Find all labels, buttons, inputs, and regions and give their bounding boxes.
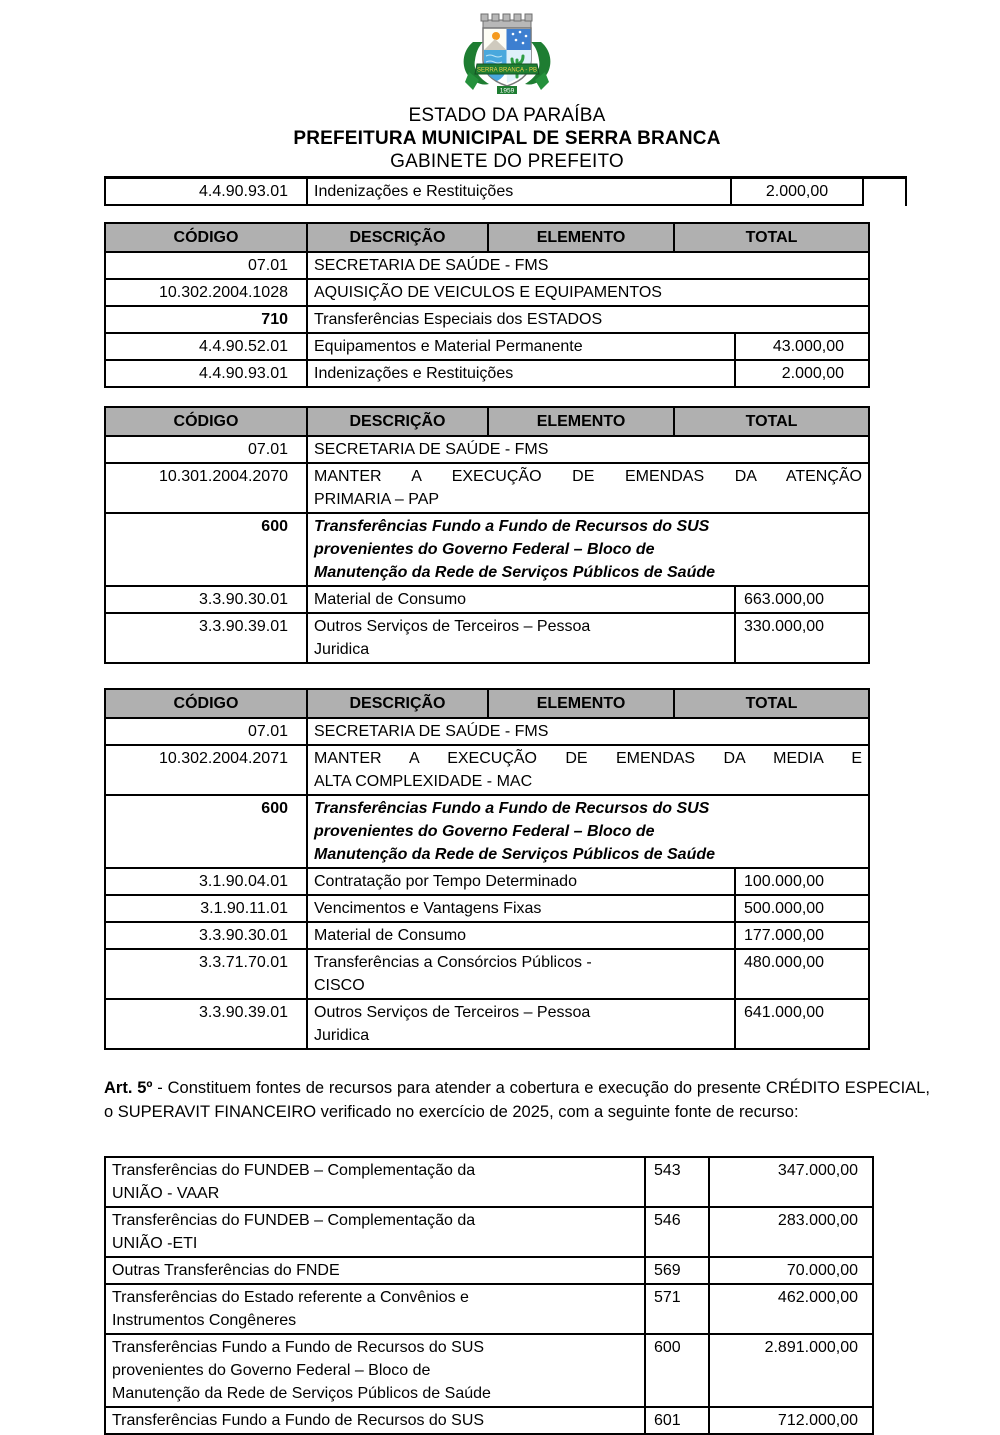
table-row [106,894,868,921]
table-row [106,1206,872,1256]
table-row [106,717,868,744]
total-cell: 712.000,00 [708,1408,872,1433]
total-cell: 2.000,00 [734,361,868,386]
total-cell: 2.891.000,00 [708,1335,872,1406]
description-cell [106,1158,644,1206]
code-cell: 3.3.90.30.01 [199,591,288,608]
description-cell: SECRETARIA DE SAÚDE - FMS [306,253,868,278]
description-line: Instrumentos Congêneres [112,1312,297,1329]
header-codigo: CÓDIGO [173,413,239,430]
table-row [104,179,864,206]
code-cell: 710 [261,311,288,328]
article-5-paragraph [104,1076,930,1124]
source-code-cell: 546 [644,1208,708,1256]
description-line: provenientes do Governo Federal – Bloco de [314,823,655,840]
description-line: Manutenção da Rede de Serviços Públicos de Saúde [314,564,716,581]
table-row [106,359,868,386]
description-line: Transferências do FUNDEB – Complementação da [112,1212,476,1229]
total-cell: 347.000,00 [708,1158,872,1206]
code-cell: 10.301.2004.2070 [158,468,288,485]
description-line: Juridica [314,641,370,658]
crest-year-scroll [497,86,517,95]
source-code-cell: 543 [644,1158,708,1206]
article-5-label: Art. 5º [104,1079,153,1097]
table-row [106,948,868,998]
table-row [106,251,868,278]
header-total: TOTAL [673,408,868,435]
quarter-sun-mountain [484,29,507,50]
table-row [106,278,868,305]
code-cell: 3.1.90.04.01 [199,873,288,890]
description-cell: SECRETARIA DE SAÚDE - FMS [306,719,868,744]
description-cell: AQUISIÇÃO DE VEICULOS E EQUIPAMENTOS [306,280,868,305]
crest-banner-text: SERRA BRANCA - PB [476,67,538,74]
header-codigo: CÓDIGO [173,229,239,246]
description-line: Transferências Fundo a Fundo de Recursos do SUS [314,518,710,535]
description-line: provenientes do Governo Federal – Bloco de [314,541,655,558]
description-cell [306,746,868,794]
table-header-row [106,224,868,251]
table-row [106,998,868,1048]
description-cell [306,514,868,585]
description-line: Outras Transferências do FNDE [112,1262,340,1279]
description-cell: Vencimentos e Vantagens Fixas [306,896,734,921]
table-row [106,1406,872,1433]
header-elemento: ELEMENTO [487,408,673,435]
description-line: Manutenção da Rede de Serviços Públicos de Saúde [314,846,716,863]
total-cell: 462.000,00 [708,1285,872,1333]
quarter-stars [507,29,531,50]
code-cell: 4.4.90.93.01 [199,365,288,382]
table-row [106,305,868,332]
description-line: Transferências Fundo a Fundo de Recursos do SUS [314,800,710,817]
funding-sources-table [104,1156,874,1435]
code-cell: 3.3.71.70.01 [199,954,288,971]
table-row [106,1333,872,1406]
description-line: PRIMARIA – PAP [314,491,440,508]
code-cell: 4.4.90.93.01 [199,183,288,200]
description-cell [106,1258,644,1283]
description-line: Outros Serviços de Terceiros – Pessoa [314,618,591,635]
description-line: Manutenção da Rede de Serviços Públicos de Saúde [112,1385,491,1402]
description-cell: Material de Consumo [306,587,734,612]
letterhead-municipality: PREFEITURA MUNICIPAL DE SERRA BRANCA [293,128,721,149]
table-row [106,1158,872,1206]
budget-table-2 [104,406,870,664]
code-cell: 10.302.2004.2071 [158,750,288,767]
code-cell: 3.3.90.39.01 [199,618,288,635]
code-cell: 10.302.2004.1028 [158,284,288,301]
description-line: MANTER A EXECUÇÃO DE EMENDAS DA MEDIA E [314,750,862,767]
code-cell: 3.3.90.39.01 [199,1004,288,1021]
description-line: Transferências do FUNDEB – Complementação da [112,1162,476,1179]
crest-year-text: 1959 [499,87,515,95]
description-line: CISCO [314,977,365,994]
description-line: UNIÃO - VAAR [112,1185,220,1202]
budget-table-1 [104,222,870,388]
description-cell [106,1285,644,1333]
table-row [106,332,868,359]
description-cell [106,1208,644,1256]
description-cell [306,1000,734,1048]
municipal-crest [459,12,555,100]
total-cell: 100.000,00 [734,869,868,894]
total-cell: 70.000,00 [708,1258,872,1283]
budget-table-3 [104,688,870,1050]
table-header-row [106,408,868,435]
total-cell: 2.000,00 [730,179,862,204]
description-line: MANTER A EXECUÇÃO DE EMENDAS DA ATENÇÃO [314,468,862,485]
description-cell [306,464,868,512]
table-header-row [106,690,868,717]
table-row [106,1256,872,1283]
description-line: provenientes do Governo Federal – Bloco de [112,1362,431,1379]
description-line: Transferências Fundo a Fundo de Recursos do SUS [112,1412,485,1429]
table-row [106,585,868,612]
source-code-cell: 601 [644,1408,708,1433]
table-fragment-right-rule [905,179,907,206]
code-cell: 07.01 [247,441,288,458]
description-cell: SECRETARIA DE SAÚDE - FMS [306,437,868,462]
description-cell [106,1408,644,1433]
header-descricao: DESCRIÇÃO [306,408,487,435]
code-cell: 07.01 [247,723,288,740]
description-cell: Material de Consumo [306,923,734,948]
description-line: Transferências a Consórcios Públicos - [314,954,592,971]
header-codigo: CÓDIGO [173,695,239,712]
letterhead-office: GABINETE DO PREFEITO [390,151,624,172]
table-row [106,1283,872,1333]
header-total: TOTAL [673,224,868,251]
carryover-table-fragment [104,176,907,206]
header-descricao: DESCRIÇÃO [306,690,487,717]
table-row [106,512,868,585]
code-cell: 600 [261,800,288,817]
table-row [106,612,868,662]
table-row [106,435,868,462]
description-line: Transferências do Estado referente a Convênios e [112,1289,469,1306]
header-total: TOTAL [673,690,868,717]
description-cell: Contratação por Tempo Determinado [306,869,734,894]
header-descricao: DESCRIÇÃO [306,224,487,251]
total-cell: 177.000,00 [734,923,868,948]
source-code-cell: 571 [644,1285,708,1333]
description-cell: Transferências Especiais dos ESTADOS [306,307,868,332]
header-elemento: ELEMENTO [487,224,673,251]
table-row [106,462,868,512]
article-5-text: - Constituem fontes de recursos para atender a cobertura e execução do presente CRÉDITO ESPECIAL, o SUPERAVIT FINANCEIRO verificado no exercício de 2025, com a seguinte fonte de recurso: [104,1079,931,1121]
header-elemento: ELEMENTO [487,690,673,717]
description-cell [306,796,868,867]
code-cell: 600 [261,518,288,535]
description-line: UNIÃO -ETI [112,1235,198,1252]
table-row [106,794,868,867]
mural-crown [481,14,532,28]
code-cell: 3.1.90.11.01 [200,900,288,917]
description-cell: Equipamentos e Material Permanente [306,334,734,359]
description-line: ALTA COMPLEXIDADE - MAC [314,773,533,790]
total-cell: 663.000,00 [734,587,868,612]
description-cell [106,1335,644,1406]
letterhead-state: ESTADO DA PARAÍBA [408,105,606,126]
table-row [106,921,868,948]
table-row [106,744,868,794]
description-line: Transferências Fundo a Fundo de Recursos do SUS [112,1339,485,1356]
code-cell: 3.3.90.30.01 [199,927,288,944]
crest-banner [475,64,539,74]
total-cell: 480.000,00 [734,950,868,998]
shield [483,28,531,86]
total-cell: 43.000,00 [734,334,868,359]
total-cell: 283.000,00 [708,1208,872,1256]
code-cell: 4.4.90.52.01 [199,338,288,355]
total-cell: 330.000,00 [734,614,868,662]
total-cell: 500.000,00 [734,896,868,921]
description-cell: Indenizações e Restituições [306,179,730,204]
source-code-cell: 569 [644,1258,708,1283]
description-cell: Indenizações e Restituições [306,361,734,386]
description-line: Outros Serviços de Terceiros – Pessoa [314,1004,591,1021]
total-cell: 641.000,00 [734,1000,868,1048]
code-cell: 07.01 [247,257,288,274]
description-cell [306,950,734,998]
letterhead [0,0,1000,173]
description-cell [306,614,734,662]
description-line: Juridica [314,1027,370,1044]
source-code-cell: 600 [644,1335,708,1406]
table-row [106,867,868,894]
